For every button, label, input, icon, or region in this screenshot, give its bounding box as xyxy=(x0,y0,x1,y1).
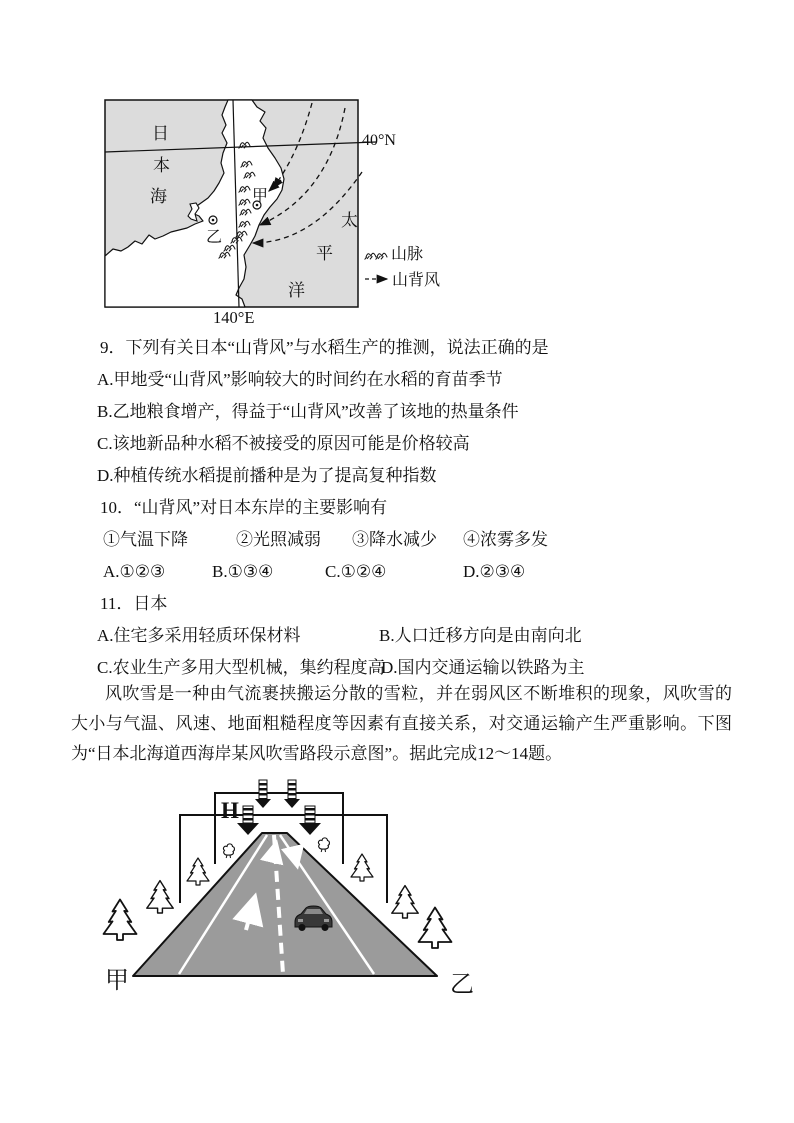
question-10-subitem-4: ④浓雾多发 xyxy=(463,530,548,549)
point-jia-label: 甲 xyxy=(252,188,269,205)
question-10-option-a: A.①②③ xyxy=(103,562,166,581)
japan-map-svg xyxy=(95,95,475,340)
question-9-option-d: D.种植传统水稻提前播种是为了提高复种指数 xyxy=(97,466,437,485)
point-yi-label: 乙 xyxy=(206,229,223,246)
striped-arrow-large-left xyxy=(237,806,259,835)
latitude-label: 40°N xyxy=(362,132,396,149)
question-10-subitem-3: ③降水减少 xyxy=(352,530,437,549)
tree-icon xyxy=(351,854,373,881)
tree-icon xyxy=(104,900,137,941)
question-11-option-a: A.住宅多采用轻质环保材料 xyxy=(97,626,301,645)
tree-icon xyxy=(187,858,209,885)
ocean-label-char1: 太 xyxy=(341,211,358,230)
legend-wind-label: 山背风 xyxy=(392,272,441,289)
sea-label-char2: 本 xyxy=(153,156,170,175)
question-11-stem: 11．日本 xyxy=(100,594,168,613)
question-9-number: 9． xyxy=(100,338,126,357)
legend-mountain-label: 山脉 xyxy=(391,246,424,263)
diagram-right-label: 乙 xyxy=(450,972,474,998)
question-11-number: 11． xyxy=(100,594,134,613)
point-marker-yi xyxy=(209,216,217,224)
question-9-option-b: B.乙地粮食增产，得益于“山背风”改善了该地的热量条件 xyxy=(97,402,519,421)
ocean-label-char2: 平 xyxy=(316,244,333,263)
map-legend xyxy=(365,245,440,289)
legend-mountain-icon xyxy=(376,253,387,259)
road-surface xyxy=(133,833,437,976)
h-label: H xyxy=(221,798,239,823)
legend-mountain-icon xyxy=(365,253,376,259)
tree-icon xyxy=(419,908,452,949)
question-10-subitem-2: ②光照减弱 xyxy=(236,530,321,549)
question-11-option-d: D.国内交通运输以铁路为主 xyxy=(381,658,585,677)
tree-icon xyxy=(392,886,418,918)
question-9-stem: 9．下列有关日本“山背风”与水稻生产的推测，说法正确的是 xyxy=(100,338,549,357)
question-10-stem: 10．“山背风”对日本东岸的主要影响有 xyxy=(100,498,388,517)
question-11-option-c: C.农业生产多用大型机械，集约程度高 xyxy=(97,658,385,677)
question-11-option-b: B.人口迁移方向是由南向北 xyxy=(379,626,582,645)
ocean-label-char3: 洋 xyxy=(288,281,305,300)
question-9-option-a: A.甲地受“山背风”影响较大的时间约在水稻的育苗季节 xyxy=(97,370,503,389)
striped-arrow-large-right xyxy=(299,806,321,835)
question-10-subitem-1: ①气温下降 xyxy=(103,530,188,549)
blowing-snow-passage: 风吹雪是一种由气流裹挟搬运分散的雪粒，并在弱风区不断堆积的现象，风吹雪的大小与气温、风速、地面粗糙程度等因素有直接关系，对交通运输产生严重影响。下图为“日本北海道西海岸某风吹雪路段示意图”。据此完成12～14题。 xyxy=(71,684,732,763)
question-10-option-d: D.②③④ xyxy=(463,562,526,581)
tree-icon xyxy=(318,838,329,852)
tree-icon xyxy=(147,881,173,913)
longitude-label: 140°E xyxy=(213,308,255,327)
road-diagram-svg xyxy=(95,778,490,1008)
sea-label-char3: 海 xyxy=(150,187,167,206)
japan-map-figure xyxy=(95,95,475,340)
snow-wind-arrows xyxy=(237,780,321,835)
sea-label-char1: 日 xyxy=(152,124,169,143)
diagram-left-label: 甲 xyxy=(105,968,129,994)
question-9-option-c: C.该地新品种水稻不被接受的原因可能是价格较高 xyxy=(97,434,470,453)
tree-icon xyxy=(223,844,234,858)
question-10-option-b: B.①③④ xyxy=(212,562,274,581)
road-diagram-figure xyxy=(95,778,490,1008)
question-10-number: 10． xyxy=(100,498,134,517)
question-10-option-c: C.①②④ xyxy=(325,562,387,581)
